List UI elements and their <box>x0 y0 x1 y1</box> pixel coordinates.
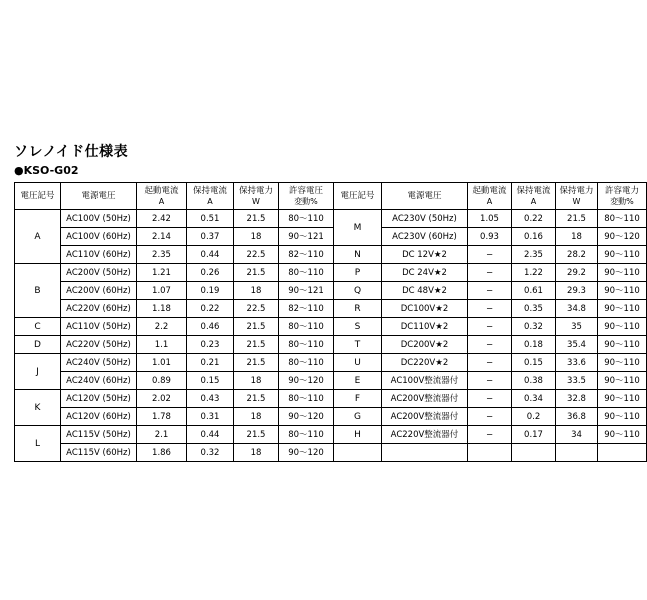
header-label: 電圧記号 <box>340 190 375 201</box>
hold-power-cell: 29.3 <box>556 282 598 300</box>
header-right-code <box>334 183 382 210</box>
header-unit: 変動% <box>294 196 318 206</box>
header-right-hold-current <box>512 183 556 210</box>
supply-voltage-cell: AC120V (60Hz) <box>61 408 137 426</box>
voltage-range-cell: 80〜110 <box>279 390 334 408</box>
header-unit: W <box>572 196 581 206</box>
power-range-cell: 90〜110 <box>598 336 647 354</box>
voltage-range-cell: 82〜110 <box>279 300 334 318</box>
hold-current-cell: 2.35 <box>512 246 556 264</box>
table-row <box>15 246 647 264</box>
table-row <box>15 426 647 444</box>
hold-power-cell: 22.5 <box>234 300 279 318</box>
header-label: 電源電圧 <box>407 190 442 201</box>
supply-voltage-cell: AC120V (50Hz) <box>61 390 137 408</box>
header-right-power-range <box>598 183 647 210</box>
voltage-code-cell: J <box>15 354 61 390</box>
title-block <box>14 143 128 178</box>
voltage-range-cell: 90〜121 <box>279 228 334 246</box>
voltage-code-cell: T <box>334 336 382 354</box>
voltage-range-cell: 80〜110 <box>279 426 334 444</box>
power-range-cell: 90〜110 <box>598 372 647 390</box>
start-current-cell: 2.14 <box>137 228 187 246</box>
header-label: 保持電流 <box>192 185 227 196</box>
supply-voltage-cell: AC240V (50Hz) <box>61 354 137 372</box>
start-current-cell: − <box>468 354 512 372</box>
voltage-code-cell: S <box>334 318 382 336</box>
table-header <box>15 183 647 210</box>
empty-cell <box>598 444 647 462</box>
hold-current-cell: 0.26 <box>187 264 234 282</box>
supply-voltage-cell: AC200V (60Hz) <box>61 282 137 300</box>
header-label: 保持電力 <box>238 185 273 196</box>
header-unit: A <box>486 196 493 206</box>
start-current-cell: − <box>468 300 512 318</box>
header-left-hold-current <box>187 183 234 210</box>
hold-power-cell: 22.5 <box>234 246 279 264</box>
supply-voltage-cell: AC220V (60Hz) <box>61 300 137 318</box>
hold-current-cell: 0.19 <box>187 282 234 300</box>
voltage-code-cell: B <box>15 264 61 318</box>
supply-voltage-cell: AC100V (60Hz) <box>61 228 137 246</box>
hold-current-cell: 0.32 <box>187 444 234 462</box>
table-row <box>15 300 647 318</box>
voltage-range-cell: 90〜120 <box>279 444 334 462</box>
supply-voltage-cell: AC200V整流器付 <box>382 390 468 408</box>
header-label: 保持電流 <box>516 185 551 196</box>
hold-current-cell: 0.22 <box>512 210 556 228</box>
power-range-cell: 90〜110 <box>598 390 647 408</box>
start-current-cell: 1.18 <box>137 300 187 318</box>
power-range-cell: 90〜110 <box>598 264 647 282</box>
start-current-cell: 1.1 <box>137 336 187 354</box>
start-current-cell: − <box>468 282 512 300</box>
header-label: 電源電圧 <box>81 190 116 201</box>
empty-cell <box>382 444 468 462</box>
voltage-code-cell: N <box>334 246 382 264</box>
voltage-range-cell: 80〜110 <box>279 264 334 282</box>
supply-voltage-cell: DC 12V★2 <box>382 246 468 264</box>
voltage-code-cell: K <box>15 390 61 426</box>
hold-power-cell: 32.8 <box>556 390 598 408</box>
voltage-range-cell: 80〜110 <box>279 318 334 336</box>
header-left-voltage <box>61 183 137 210</box>
hold-current-cell: 0.23 <box>187 336 234 354</box>
supply-voltage-cell: AC220V整流器付 <box>382 426 468 444</box>
page-title: ソレノイド仕様表 <box>14 144 129 160</box>
voltage-range-cell: 90〜120 <box>279 372 334 390</box>
header-label: 電圧記号 <box>20 190 55 201</box>
voltage-range-cell: 82〜110 <box>279 246 334 264</box>
supply-voltage-cell: AC230V (60Hz) <box>382 228 468 246</box>
hold-power-cell: 34 <box>556 426 598 444</box>
hold-power-cell: 33.5 <box>556 372 598 390</box>
voltage-code-cell: L <box>15 426 61 462</box>
voltage-code-cell: D <box>15 336 61 354</box>
table-row <box>15 390 647 408</box>
voltage-code-cell: R <box>334 300 382 318</box>
supply-voltage-cell: DC100V★2 <box>382 300 468 318</box>
start-current-cell: − <box>468 426 512 444</box>
table-row <box>15 264 647 282</box>
start-current-cell: 1.07 <box>137 282 187 300</box>
header-unit: 変動% <box>610 196 634 206</box>
hold-power-cell: 21.5 <box>234 318 279 336</box>
hold-current-cell: 0.61 <box>512 282 556 300</box>
start-current-cell: 2.1 <box>137 426 187 444</box>
table-row <box>15 372 647 390</box>
supply-voltage-cell: AC100V整流器付 <box>382 372 468 390</box>
supply-voltage-cell: AC220V (50Hz) <box>61 336 137 354</box>
supply-voltage-cell: AC115V (60Hz) <box>61 444 137 462</box>
start-current-cell: − <box>468 246 512 264</box>
voltage-range-cell: 90〜120 <box>279 408 334 426</box>
empty-cell <box>512 444 556 462</box>
hold-power-cell: 21.5 <box>234 426 279 444</box>
hold-current-cell: 0.34 <box>512 390 556 408</box>
hold-power-cell: 36.8 <box>556 408 598 426</box>
supply-voltage-cell: AC200V整流器付 <box>382 408 468 426</box>
voltage-code-cell: C <box>15 318 61 336</box>
start-current-cell: 1.01 <box>137 354 187 372</box>
hold-power-cell: 33.6 <box>556 354 598 372</box>
hold-power-cell: 18 <box>234 228 279 246</box>
hold-power-cell: 21.5 <box>234 336 279 354</box>
hold-power-cell: 21.5 <box>234 210 279 228</box>
voltage-range-cell: 80〜110 <box>279 354 334 372</box>
hold-current-cell: 0.16 <box>512 228 556 246</box>
voltage-code-cell: M <box>334 210 382 246</box>
voltage-code-cell: U <box>334 354 382 372</box>
supply-voltage-cell: AC110V (60Hz) <box>61 246 137 264</box>
header-left-start-current <box>137 183 187 210</box>
header-unit: A <box>158 196 165 206</box>
model-subtitle: ●KSO-G02 <box>14 164 79 177</box>
header-unit: A <box>207 196 213 206</box>
empty-cell <box>556 444 598 462</box>
header-label: 保持電力 <box>559 185 594 196</box>
hold-current-cell: 0.15 <box>512 354 556 372</box>
hold-current-cell: 0.35 <box>512 300 556 318</box>
hold-power-cell: 18 <box>234 372 279 390</box>
supply-voltage-cell: AC240V (60Hz) <box>61 372 137 390</box>
header-left-voltage-range <box>279 183 334 210</box>
start-current-cell: − <box>468 390 512 408</box>
supply-voltage-cell: DC220V★2 <box>382 354 468 372</box>
header-unit: W <box>252 196 260 206</box>
hold-current-cell: 0.32 <box>512 318 556 336</box>
empty-cell <box>468 444 512 462</box>
start-current-cell: 2.2 <box>137 318 187 336</box>
voltage-code-cell: F <box>334 390 382 408</box>
supply-voltage-cell: DC110V★2 <box>382 318 468 336</box>
table-row <box>15 282 647 300</box>
hold-current-cell: 0.46 <box>187 318 234 336</box>
hold-current-cell: 0.37 <box>187 228 234 246</box>
hold-current-cell: 0.21 <box>187 354 234 372</box>
solenoid-spec-table <box>14 182 647 462</box>
hold-power-cell: 21.5 <box>234 390 279 408</box>
table-row <box>15 336 647 354</box>
hold-current-cell: 0.17 <box>512 426 556 444</box>
power-range-cell: 90〜110 <box>598 282 647 300</box>
supply-voltage-cell: DC 48V★2 <box>382 282 468 300</box>
hold-current-cell: 0.22 <box>187 300 234 318</box>
power-range-cell: 90〜110 <box>598 246 647 264</box>
power-range-cell: 90〜110 <box>598 354 647 372</box>
start-current-cell: 1.21 <box>137 264 187 282</box>
start-current-cell: − <box>468 336 512 354</box>
supply-voltage-cell: AC230V (50Hz) <box>382 210 468 228</box>
power-range-cell: 90〜110 <box>598 426 647 444</box>
header-row <box>15 183 647 210</box>
hold-power-cell: 18 <box>556 228 598 246</box>
start-current-cell: − <box>468 264 512 282</box>
start-current-cell: 1.05 <box>468 210 512 228</box>
start-current-cell: 2.35 <box>137 246 187 264</box>
start-current-cell: 1.86 <box>137 444 187 462</box>
power-range-cell: 90〜110 <box>598 408 647 426</box>
start-current-cell: 2.42 <box>137 210 187 228</box>
hold-power-cell: 21.5 <box>234 354 279 372</box>
empty-cell <box>334 444 382 462</box>
start-current-cell: 0.93 <box>468 228 512 246</box>
header-right-start-current <box>468 183 512 210</box>
hold-current-cell: 0.51 <box>187 210 234 228</box>
hold-current-cell: 0.44 <box>187 426 234 444</box>
header-label: 起動電流 <box>144 185 179 196</box>
start-current-cell: − <box>468 408 512 426</box>
header-label: 起動電流 <box>472 185 507 196</box>
hold-current-cell: 1.22 <box>512 264 556 282</box>
voltage-code-cell: H <box>334 426 382 444</box>
header-left-hold-power <box>234 183 279 210</box>
hold-power-cell: 18 <box>234 444 279 462</box>
power-range-cell: 90〜120 <box>598 228 647 246</box>
hold-current-cell: 0.43 <box>187 390 234 408</box>
hold-power-cell: 35 <box>556 318 598 336</box>
voltage-range-cell: 90〜121 <box>279 282 334 300</box>
start-current-cell: 0.89 <box>137 372 187 390</box>
voltage-code-cell: Q <box>334 282 382 300</box>
power-range-cell: 90〜110 <box>598 318 647 336</box>
voltage-code-cell: E <box>334 372 382 390</box>
table-row <box>15 228 647 246</box>
hold-current-cell: 0.15 <box>187 372 234 390</box>
voltage-range-cell: 80〜110 <box>279 210 334 228</box>
power-range-cell: 90〜110 <box>598 300 647 318</box>
header-label: 許容電圧 <box>288 185 323 196</box>
table-row <box>15 210 647 228</box>
spec-table-wrapper <box>14 182 640 462</box>
table-body <box>15 210 647 462</box>
supply-voltage-cell: AC200V (50Hz) <box>61 264 137 282</box>
hold-current-cell: 0.2 <box>512 408 556 426</box>
start-current-cell: 2.02 <box>137 390 187 408</box>
hold-power-cell: 28.2 <box>556 246 598 264</box>
power-range-cell: 80〜110 <box>598 210 647 228</box>
table-row <box>15 318 647 336</box>
supply-voltage-cell: AC110V (50Hz) <box>61 318 137 336</box>
hold-current-cell: 0.38 <box>512 372 556 390</box>
voltage-code-cell: A <box>15 210 61 264</box>
supply-voltage-cell: AC100V (50Hz) <box>61 210 137 228</box>
supply-voltage-cell: DC200V★2 <box>382 336 468 354</box>
voltage-code-cell: G <box>334 408 382 426</box>
table-row <box>15 354 647 372</box>
start-current-cell: 1.78 <box>137 408 187 426</box>
header-right-hold-power <box>556 183 598 210</box>
supply-voltage-cell: DC 24V★2 <box>382 264 468 282</box>
voltage-code-cell: P <box>334 264 382 282</box>
table-row <box>15 444 647 462</box>
start-current-cell: − <box>468 318 512 336</box>
supply-voltage-cell: AC115V (50Hz) <box>61 426 137 444</box>
header-unit: A <box>530 196 537 206</box>
hold-current-cell: 0.31 <box>187 408 234 426</box>
hold-power-cell: 21.5 <box>234 264 279 282</box>
hold-power-cell: 35.4 <box>556 336 598 354</box>
hold-power-cell: 18 <box>234 408 279 426</box>
table-row <box>15 408 647 426</box>
hold-current-cell: 0.44 <box>187 246 234 264</box>
header-left-code <box>15 183 61 210</box>
hold-power-cell: 29.2 <box>556 264 598 282</box>
header-right-voltage <box>382 183 468 210</box>
start-current-cell: − <box>468 372 512 390</box>
hold-power-cell: 34.8 <box>556 300 598 318</box>
hold-current-cell: 0.18 <box>512 336 556 354</box>
voltage-range-cell: 80〜110 <box>279 336 334 354</box>
header-label: 許容電力 <box>604 185 639 196</box>
hold-power-cell: 21.5 <box>556 210 598 228</box>
hold-power-cell: 18 <box>234 282 279 300</box>
